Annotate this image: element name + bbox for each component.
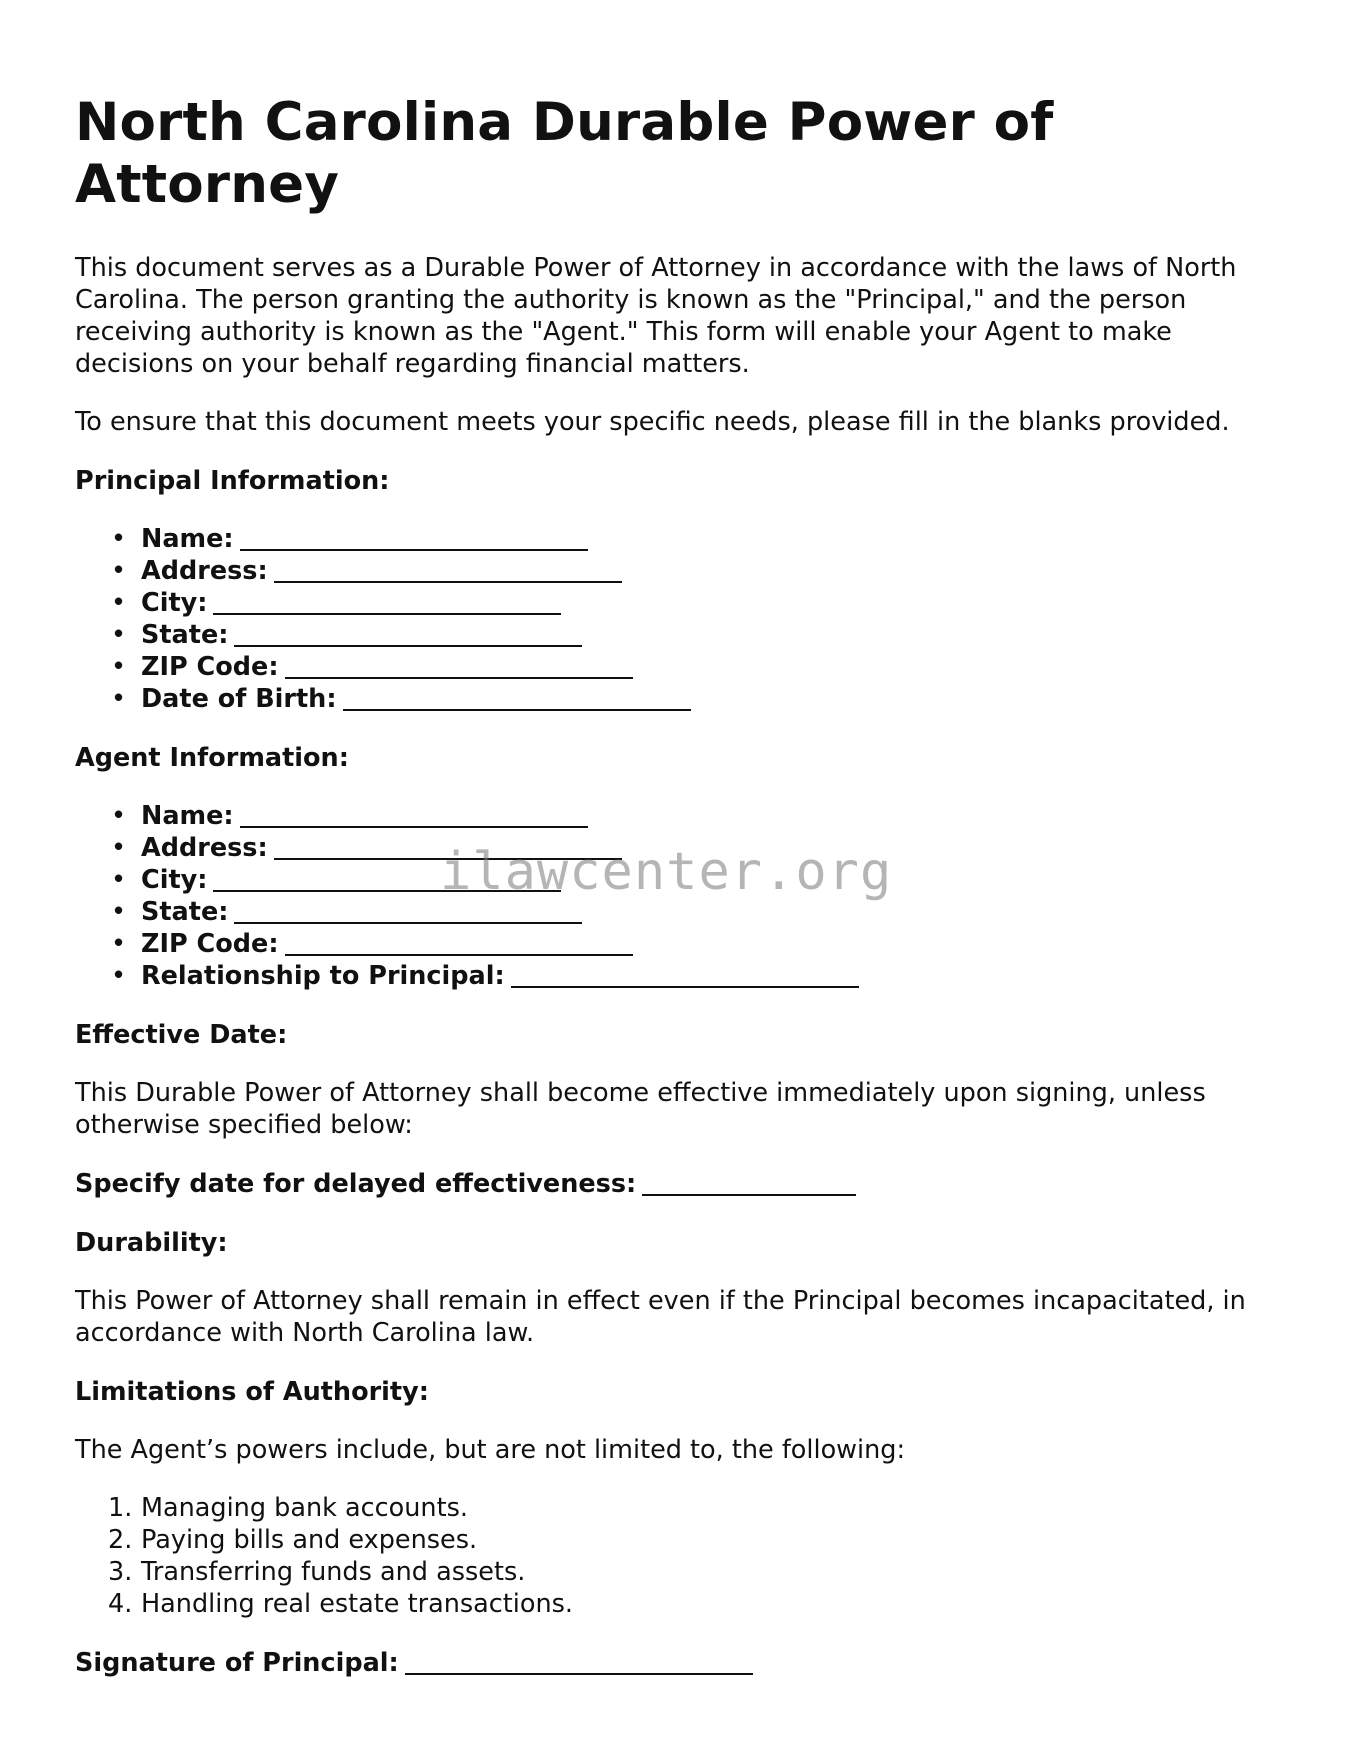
field-label: ZIP Code: (141, 929, 279, 959)
bullet-icon: • (111, 865, 127, 895)
field-label: City: (141, 588, 208, 618)
field-label: Relationship to Principal: (141, 961, 505, 991)
power-text: Transferring funds and assets. (141, 1557, 526, 1587)
signature-line (75, 1647, 1295, 1679)
field-label: Date of Birth: (141, 684, 337, 714)
field-label: City: (141, 865, 208, 895)
principal-fields-list (75, 523, 1295, 715)
bullet-icon: • (111, 524, 127, 554)
principal-name-blank[interactable] (240, 549, 588, 551)
principal-dob-blank[interactable] (343, 709, 691, 711)
agent-state-blank[interactable] (234, 922, 582, 924)
principal-zip-field (75, 651, 1295, 683)
intro-paragraph: This document serves as a Durable Power of Attorney in accordance with the laws of North Carolina. The person granting the authority is known as the "Principal," and the person receiving authority is known as the "Agent." This form will enable your Agent to make decisions on your behalf regarding financial matters. (75, 253, 1237, 379)
principal-dob-field (75, 683, 1295, 715)
powers-list (75, 1492, 1295, 1620)
power-item (75, 1524, 1295, 1556)
power-text: Managing bank accounts. (141, 1493, 468, 1523)
power-number: 2. (108, 1525, 133, 1555)
signature-label: Signature of Principal: (75, 1648, 399, 1678)
power-item (75, 1492, 1295, 1524)
bullet-icon: • (111, 833, 127, 863)
durability-heading: Durability: (75, 1228, 228, 1258)
power-number: 3. (108, 1557, 133, 1587)
effective-date-heading: Effective Date: (75, 1020, 288, 1050)
field-label: Name: (141, 801, 234, 831)
bullet-icon: • (111, 684, 127, 714)
power-number: 1. (108, 1493, 133, 1523)
effective-date-paragraph: This Durable Power of Attorney shall become effective immediately upon signing, unless otherwise specified below: (75, 1078, 1206, 1140)
power-number: 4. (108, 1589, 133, 1619)
durability-paragraph: This Power of Attorney shall remain in effect even if the Principal becomes incapacitated, in accordance with North Carolina law. (75, 1286, 1246, 1348)
delayed-effectiveness-label: Specify date for delayed effectiveness: (75, 1169, 637, 1199)
bullet-icon: • (111, 652, 127, 682)
principal-state-blank[interactable] (234, 645, 582, 647)
delayed-date-blank[interactable] (642, 1194, 856, 1196)
field-label: Name: (141, 524, 234, 554)
power-text: Handling real estate transactions. (141, 1589, 574, 1619)
principal-zip-blank[interactable] (285, 677, 633, 679)
bullet-icon: • (111, 588, 127, 618)
field-label: Address: (141, 833, 268, 863)
limitations-paragraph: The Agent’s powers include, but are not limited to, the following: (75, 1435, 906, 1465)
principal-heading: Principal Information: (75, 466, 390, 496)
agent-relationship-blank[interactable] (511, 986, 859, 988)
limitations-heading: Limitations of Authority: (75, 1377, 429, 1407)
principal-city-field (75, 587, 1295, 619)
agent-zip-blank[interactable] (285, 954, 633, 956)
principal-state-field (75, 619, 1295, 651)
instructions-paragraph: To ensure that this document meets your specific needs, please fill in the blanks provided. (75, 407, 1230, 437)
bullet-icon: • (111, 897, 127, 927)
field-label: ZIP Code: (141, 652, 279, 682)
principal-address-blank[interactable] (274, 581, 622, 583)
agent-zip-field (75, 928, 1295, 960)
document-title: North Carolina Durable Power of Attorney (75, 92, 1054, 215)
bullet-icon: • (111, 801, 127, 831)
bullet-icon: • (111, 961, 127, 991)
signature-blank[interactable] (405, 1673, 753, 1675)
delayed-effectiveness-line (75, 1168, 1295, 1200)
principal-city-blank[interactable] (213, 613, 561, 615)
field-label: Address: (141, 556, 268, 586)
power-item (75, 1556, 1295, 1588)
field-label: State: (141, 897, 229, 927)
principal-address-field (75, 555, 1295, 587)
power-item (75, 1588, 1295, 1620)
bullet-icon: • (111, 556, 127, 586)
agent-name-blank[interactable] (240, 826, 588, 828)
agent-name-field (75, 800, 1295, 832)
field-label: State: (141, 620, 229, 650)
power-text: Paying bills and expenses. (141, 1525, 478, 1555)
principal-name-field (75, 523, 1295, 555)
agent-heading: Agent Information: (75, 743, 349, 773)
bullet-icon: • (111, 620, 127, 650)
bullet-icon: • (111, 929, 127, 959)
watermark: ilawcenter.org (440, 842, 893, 902)
agent-relationship-field (75, 960, 1295, 992)
